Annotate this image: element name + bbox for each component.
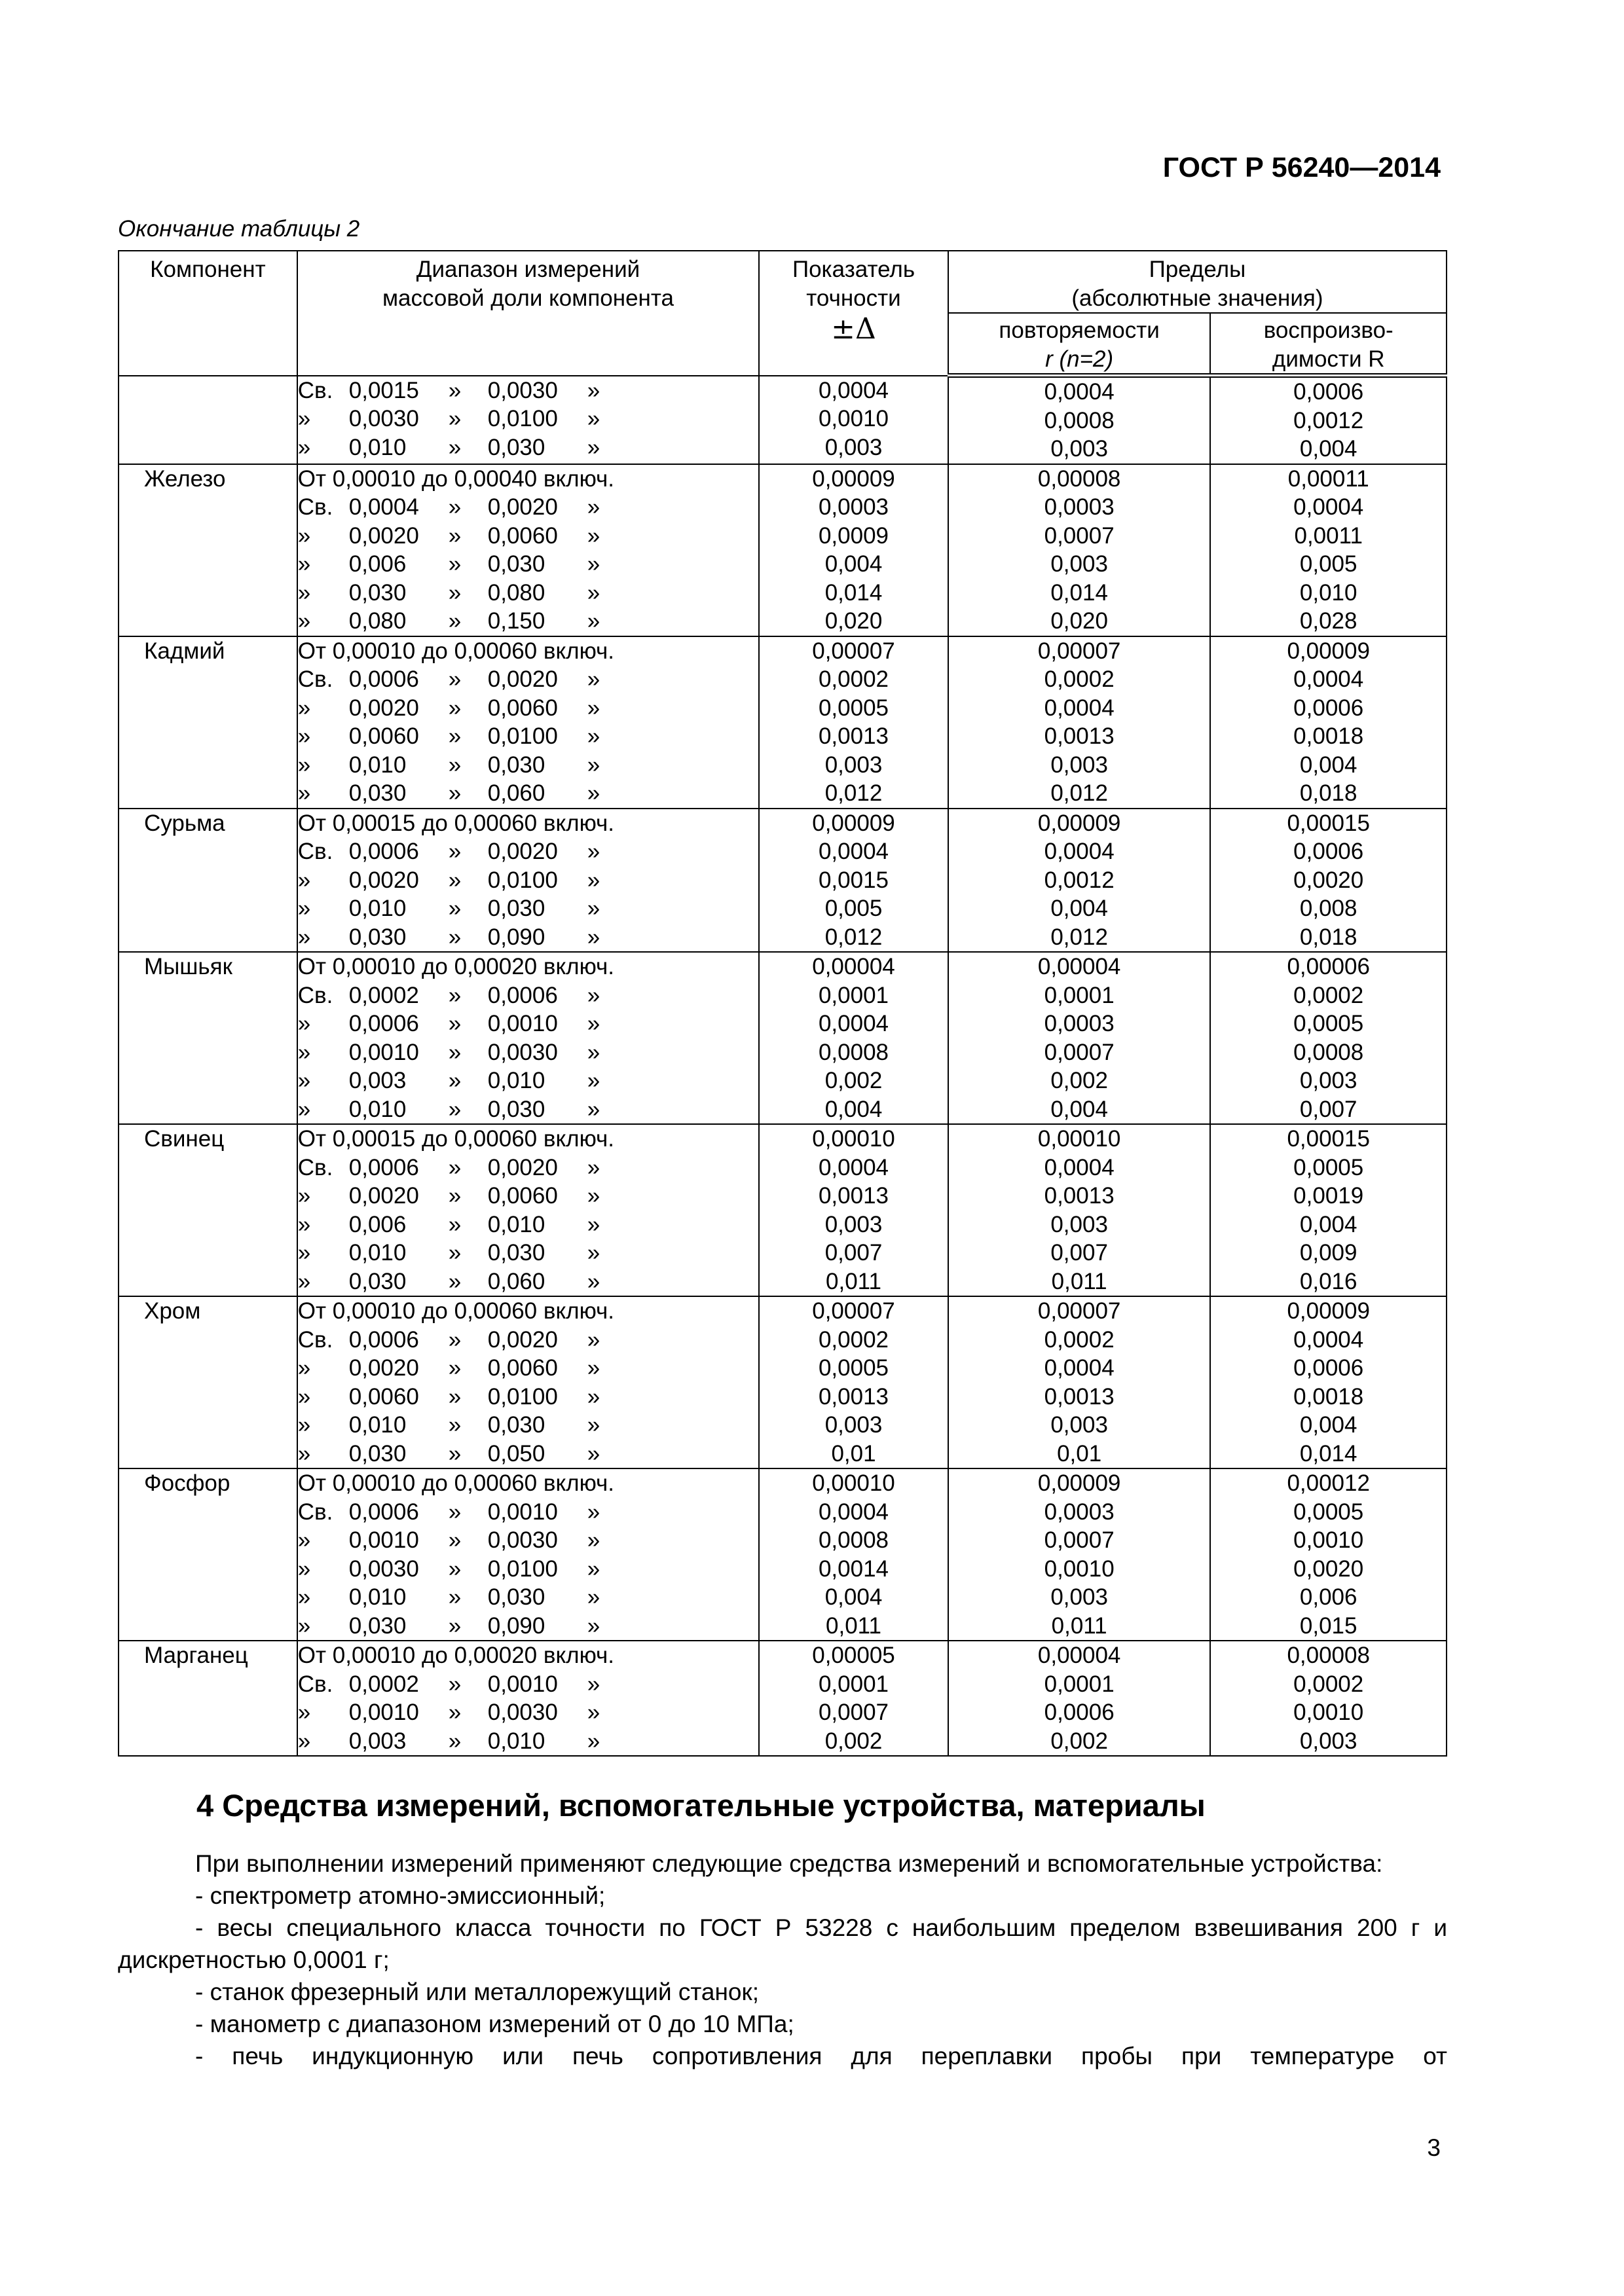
reproducibility-value: 0,0020 — [1293, 1556, 1364, 1582]
accuracy-value: 0,0008 — [818, 1039, 889, 1065]
accuracy-value: 0,0007 — [818, 1700, 889, 1725]
repeatability-value: 0,003 — [1050, 551, 1108, 577]
reproducibility-value: 0,0018 — [1293, 723, 1364, 749]
reproducibility-value-cell — [1210, 636, 1447, 809]
range-line: » 0,030 » 0,090 » — [297, 1613, 600, 1639]
accuracy-value: 0,003 — [824, 1412, 883, 1438]
repeatability-value: 0,011 — [1051, 1613, 1107, 1639]
accuracy-value: 0,011 — [826, 1613, 881, 1639]
accuracy-value: 0,004 — [824, 551, 883, 577]
measurement-table — [118, 250, 1447, 1757]
reproducibility-value: 0,0005 — [1293, 1011, 1364, 1036]
repeatability-value-cell — [948, 464, 1211, 636]
accuracy-value: 0,0002 — [818, 666, 889, 692]
component-name: Железо — [119, 464, 297, 636]
accuracy-value: 0,0001 — [818, 1671, 889, 1697]
header-reproducibility: воспроизво- димости R — [1210, 313, 1447, 376]
table-row — [119, 1468, 1447, 1641]
range-line: Св. 0,0004 » 0,0020 » — [297, 494, 600, 520]
accuracy-value-cell — [759, 1124, 948, 1296]
accuracy-value: 0,0001 — [818, 982, 889, 1008]
reproducibility-value: 0,00015 — [1287, 1126, 1370, 1152]
repeatability-value-cell — [948, 1641, 1211, 1756]
reproducibility-value: 0,00015 — [1287, 810, 1370, 836]
reproducibility-value: 0,004 — [1299, 436, 1357, 462]
reproducibility-value: 0,018 — [1299, 924, 1357, 950]
repeatability-value: 0,012 — [1050, 780, 1108, 806]
repeatability-value: 0,0004 — [1044, 1355, 1115, 1381]
repeatability-value: 0,0001 — [1044, 1671, 1115, 1697]
reproducibility-value: 0,0004 — [1293, 666, 1364, 692]
reproducibility-value: 0,015 — [1299, 1613, 1357, 1639]
accuracy-value: 0,0005 — [818, 695, 889, 721]
reproducibility-value: 0,0018 — [1293, 1383, 1364, 1410]
repeatability-value: 0,0013 — [1044, 723, 1115, 749]
repeatability-value: 0,0007 — [1044, 1527, 1115, 1553]
range-line: Св. 0,0006 » 0,0020 » — [297, 1326, 600, 1353]
accuracy-value: 0,004 — [824, 1096, 883, 1122]
reproducibility-value-cell — [1210, 1296, 1447, 1468]
section-body — [118, 1848, 1447, 2072]
range-line: » 0,0030 » 0,0100 » — [297, 406, 600, 431]
accuracy-value: 0,0013 — [818, 1383, 889, 1410]
repeatability-value: 0,0004 — [1044, 379, 1115, 405]
range-line: » 0,010 » 0,030 » — [297, 1584, 600, 1610]
reproducibility-value: 0,0019 — [1293, 1183, 1364, 1209]
reproducibility-value: 0,028 — [1299, 608, 1357, 634]
section-title: 4 Средства измерений, вспомогательные устройства, материалы — [196, 1788, 1206, 1823]
header-repeatability: повторяемости r (n=2) — [948, 313, 1211, 376]
repeatability-value: 0,00008 — [1037, 465, 1121, 492]
accuracy-value: 0,0004 — [818, 1499, 889, 1525]
range-line: » 0,030 » 0,050 » — [297, 1440, 600, 1467]
accuracy-value: 0,020 — [824, 608, 883, 634]
repeatability-value: 0,0004 — [1044, 839, 1115, 864]
accuracy-value: 0,00005 — [812, 1643, 895, 1668]
reproducibility-value: 0,004 — [1299, 1412, 1357, 1438]
range-line: » 0,0060 » 0,0100 » — [297, 1383, 600, 1410]
range-line: От 0,00010 до 0,00060 включ. — [297, 1298, 615, 1324]
repeatability-value: 0,014 — [1050, 579, 1108, 606]
reproducibility-value: 0,008 — [1299, 896, 1357, 921]
reproducibility-value: 0,0010 — [1293, 1700, 1364, 1725]
range-line: От 0,00010 до 0,00040 включ. — [297, 465, 615, 492]
repeatability-value: 0,003 — [1050, 1584, 1108, 1610]
list-item: - станок фрезерный или металлорежущий станок; — [195, 1978, 759, 2005]
range-line: » 0,003 » 0,010 » — [297, 1068, 600, 1093]
reproducibility-value: 0,00009 — [1287, 638, 1370, 664]
accuracy-value-cell — [759, 952, 948, 1124]
component-name: Кадмий — [119, 636, 297, 809]
range-line: » 0,0020 » 0,0060 » — [297, 522, 600, 549]
range-line: » 0,030 » 0,060 » — [297, 1268, 600, 1294]
accuracy-value: 0,00009 — [812, 810, 895, 836]
accuracy-value: 0,0004 — [818, 1011, 889, 1036]
accuracy-value: 0,0013 — [818, 723, 889, 749]
repeatability-value-cell — [948, 636, 1211, 809]
range-cell — [297, 809, 759, 953]
accuracy-value: 0,0014 — [818, 1556, 889, 1582]
reproducibility-value: 0,016 — [1299, 1268, 1357, 1294]
reproducibility-value-cell — [1210, 952, 1447, 1124]
repeatability-value: 0,011 — [1051, 1268, 1107, 1294]
repeatability-value-cell — [948, 952, 1211, 1124]
accuracy-value: 0,003 — [824, 1211, 883, 1237]
list-item: - спектрометр атомно-эмиссионный; — [195, 1882, 606, 1909]
repeatability-value: 0,020 — [1050, 608, 1108, 634]
accuracy-value-cell — [759, 1468, 948, 1641]
repeatability-value: 0,0001 — [1044, 982, 1115, 1008]
accuracy-value: 0,003 — [824, 752, 883, 778]
reproducibility-value: 0,0011 — [1294, 522, 1363, 549]
accuracy-value: 0,002 — [824, 1068, 883, 1093]
accuracy-value: 0,011 — [826, 1268, 881, 1294]
range-line: » 0,010 » 0,030 » — [297, 1412, 600, 1438]
accuracy-value-cell — [759, 1296, 948, 1468]
range-line: » 0,006 » 0,010 » — [297, 1211, 600, 1237]
accuracy-value: 0,002 — [824, 1728, 883, 1754]
reproducibility-value: 0,0004 — [1293, 1326, 1364, 1353]
accuracy-value: 0,00004 — [812, 954, 895, 979]
range-line: » 0,0010 » 0,0030 » — [297, 1527, 600, 1553]
component-name: Хром — [119, 1296, 297, 1468]
range-line: » 0,010 » 0,030 » — [297, 434, 600, 460]
range-line: От 0,00010 до 0,00020 включ. — [297, 1643, 615, 1668]
range-line: От 0,00010 до 0,00020 включ. — [297, 954, 615, 979]
reproducibility-value: 0,0005 — [1293, 1154, 1364, 1180]
range-line: » 0,006 » 0,030 » — [297, 551, 600, 577]
accuracy-value: 0,012 — [824, 780, 883, 806]
component-name — [119, 376, 297, 464]
reproducibility-value: 0,003 — [1299, 1068, 1357, 1093]
section-intro: При выполнении измерений применяют следующие средства измерений и вспомогательные устройства: — [195, 1850, 1383, 1877]
range-line: Св. 0,0006 » 0,0020 » — [297, 666, 600, 692]
list-item: - манометр с диапазоном измерений от 0 до 10 МПа; — [195, 2011, 794, 2037]
range-line: Св. 0,0015 » 0,0030 » — [297, 377, 600, 403]
reproducibility-value: 0,00006 — [1287, 954, 1370, 979]
repeatability-value: 0,0003 — [1044, 1499, 1115, 1525]
repeatability-value: 0,01 — [1057, 1440, 1102, 1467]
header-component: Компонент — [119, 251, 297, 376]
table-row — [119, 952, 1447, 1124]
repeatability-value: 0,00007 — [1037, 638, 1121, 664]
accuracy-value: 0,014 — [824, 579, 883, 606]
reproducibility-value: 0,004 — [1299, 1211, 1357, 1237]
accuracy-value-cell — [759, 636, 948, 809]
repeatability-value: 0,00010 — [1037, 1126, 1121, 1152]
accuracy-value: 0,0002 — [818, 1326, 889, 1353]
repeatability-value: 0,00004 — [1037, 1643, 1121, 1668]
repeatability-value: 0,004 — [1050, 896, 1108, 921]
range-line: От 0,00015 до 0,00060 включ. — [297, 810, 615, 836]
range-line: » 0,0020 » 0,0100 » — [297, 867, 600, 893]
reproducibility-value: 0,018 — [1299, 780, 1357, 806]
range-line: » 0,010 » 0,030 » — [297, 1096, 600, 1122]
repeatability-value: 0,0012 — [1044, 867, 1115, 893]
accuracy-value: 0,0003 — [818, 494, 889, 520]
repeatability-value: 0,0013 — [1044, 1383, 1115, 1410]
repeatability-value: 0,002 — [1050, 1068, 1108, 1093]
reproducibility-value-cell — [1210, 376, 1447, 464]
range-line: » 0,080 » 0,150 » — [297, 608, 600, 634]
accuracy-value: 0,004 — [824, 1584, 883, 1610]
accuracy-value: 0,0009 — [818, 522, 889, 549]
range-line: Св. 0,0006 » 0,0020 » — [297, 839, 600, 864]
reproducibility-value-cell — [1210, 1124, 1447, 1296]
component-name: Сурьма — [119, 809, 297, 953]
range-line: » 0,0020 » 0,0060 » — [297, 1183, 600, 1209]
accuracy-value: 0,0005 — [818, 1355, 889, 1381]
repeatability-value-cell — [948, 1124, 1211, 1296]
accuracy-value: 0,0010 — [818, 406, 889, 431]
table-row — [119, 1641, 1447, 1756]
list-item: - печь индукционную или печь сопротивления для переплавки пробы при температуре от — [195, 2043, 1447, 2069]
accuracy-value: 0,00010 — [812, 1470, 895, 1496]
reproducibility-value: 0,004 — [1299, 752, 1357, 778]
range-line: Св. 0,0002 » 0,0006 » — [297, 982, 600, 1008]
range-line: » 0,0060 » 0,0100 » — [297, 723, 600, 749]
repeatability-value: 0,0007 — [1044, 1039, 1115, 1065]
accuracy-value: 0,0004 — [818, 377, 889, 403]
table-row — [119, 1124, 1447, 1296]
range-line: Св. 0,0006 » 0,0010 » — [297, 1499, 600, 1525]
range-line: » 0,0006 » 0,0010 » — [297, 1011, 600, 1036]
repeatability-value: 0,002 — [1050, 1728, 1108, 1754]
accuracy-value: 0,0013 — [818, 1183, 889, 1209]
accuracy-value: 0,00009 — [812, 465, 895, 492]
repeatability-value: 0,0003 — [1044, 1011, 1115, 1036]
range-line: » 0,0010 » 0,0030 » — [297, 1039, 600, 1065]
reproducibility-value: 0,0002 — [1293, 1671, 1364, 1697]
range-line: Св. 0,0002 » 0,0010 » — [297, 1671, 600, 1697]
reproducibility-value-cell — [1210, 464, 1447, 636]
accuracy-value: 0,007 — [824, 1240, 883, 1266]
range-cell — [297, 376, 759, 464]
repeatability-value: 0,003 — [1050, 752, 1108, 778]
reproducibility-value: 0,009 — [1299, 1240, 1357, 1266]
range-cell — [297, 636, 759, 809]
reproducibility-value: 0,005 — [1299, 551, 1357, 577]
reproducibility-value: 0,0006 — [1293, 379, 1364, 405]
reproducibility-value-cell — [1210, 1641, 1447, 1756]
accuracy-value: 0,005 — [824, 896, 883, 921]
reproducibility-value: 0,00011 — [1287, 465, 1369, 492]
range-line: » 0,010 » 0,030 » — [297, 752, 600, 778]
accuracy-value: 0,0008 — [818, 1527, 889, 1553]
document-id: ГОСТ Р 56240—2014 — [1162, 152, 1441, 183]
accuracy-value: 0,0015 — [818, 867, 889, 893]
range-line: Св. 0,0006 » 0,0020 » — [297, 1154, 600, 1180]
accuracy-value: 0,0004 — [818, 839, 889, 864]
repeatability-value: 0,003 — [1050, 1412, 1108, 1438]
accuracy-value: 0,01 — [831, 1440, 876, 1467]
table-body — [119, 376, 1447, 1757]
list-item: - весы специального класса точности по ГОСТ Р 53228 с наибольшим пределом взвешивания 200 г и дискретностью 0,0001 г; — [118, 1914, 1447, 1973]
reproducibility-value: 0,0006 — [1293, 1355, 1364, 1381]
reproducibility-value: 0,0008 — [1293, 1039, 1364, 1065]
repeatability-value: 0,00007 — [1037, 1298, 1121, 1324]
component-name: Свинец — [119, 1124, 297, 1296]
repeatability-value: 0,0003 — [1044, 494, 1115, 520]
range-cell — [297, 952, 759, 1124]
reproducibility-value: 0,0002 — [1293, 982, 1364, 1008]
range-line: » 0,0020 » 0,0060 » — [297, 695, 600, 721]
table-row — [119, 464, 1447, 636]
accuracy-value: 0,0004 — [818, 1154, 889, 1180]
header-range: Диапазон измерений массовой доли компонента — [297, 251, 759, 376]
repeatability-value: 0,003 — [1050, 436, 1108, 462]
reproducibility-value: 0,00008 — [1287, 1643, 1370, 1668]
reproducibility-value: 0,0020 — [1293, 867, 1364, 893]
range-cell — [297, 1296, 759, 1468]
repeatability-value: 0,00004 — [1037, 954, 1121, 979]
range-cell — [297, 464, 759, 636]
reproducibility-value: 0,003 — [1299, 1728, 1357, 1754]
reproducibility-value: 0,0004 — [1293, 494, 1364, 520]
plus-minus-delta-symbol: ±Δ — [831, 312, 876, 346]
reproducibility-value: 0,0012 — [1293, 407, 1364, 433]
repeatability-value: 0,0002 — [1044, 666, 1115, 692]
reproducibility-value: 0,010 — [1299, 579, 1357, 606]
reproducibility-value: 0,00009 — [1287, 1298, 1370, 1324]
range-line: » 0,030 » 0,060 » — [297, 780, 600, 806]
range-line: » 0,010 » 0,030 » — [297, 896, 600, 921]
reproducibility-value: 0,0006 — [1293, 695, 1364, 721]
repeatability-value: 0,00009 — [1037, 1470, 1121, 1496]
repeatability-value: 0,0004 — [1044, 695, 1115, 721]
repeatability-value: 0,00009 — [1037, 810, 1121, 836]
component-name: Марганец — [119, 1641, 297, 1756]
repeatability-value: 0,0007 — [1044, 522, 1115, 549]
component-name: Мышьяк — [119, 952, 297, 1124]
repeatability-value-cell — [948, 1468, 1211, 1641]
table-row — [119, 1296, 1447, 1468]
range-line: » 0,030 » 0,080 » — [297, 579, 600, 606]
accuracy-value: 0,00007 — [812, 638, 895, 664]
page-number: 3 — [1427, 2134, 1441, 2161]
repeatability-value: 0,0006 — [1044, 1700, 1115, 1725]
repeatability-value: 0,004 — [1050, 1096, 1108, 1122]
reproducibility-value: 0,0005 — [1293, 1499, 1364, 1525]
range-line: От 0,00015 до 0,00060 включ. — [297, 1126, 615, 1152]
repeatability-value: 0,003 — [1050, 1211, 1108, 1237]
accuracy-value: 0,00010 — [812, 1126, 895, 1152]
range-line: » 0,030 » 0,090 » — [297, 924, 600, 950]
repeatability-value: 0,0010 — [1044, 1556, 1115, 1582]
reproducibility-value-cell — [1210, 1468, 1447, 1641]
repeatability-value: 0,0013 — [1044, 1183, 1115, 1209]
accuracy-value: 0,00007 — [812, 1298, 895, 1324]
table-row — [119, 809, 1447, 953]
reproducibility-value: 0,00012 — [1287, 1470, 1370, 1496]
repeatability-value: 0,0008 — [1044, 407, 1115, 433]
repeatability-value: 0,0004 — [1044, 1154, 1115, 1180]
header-accuracy: Показатель точности ±Δ — [759, 251, 948, 376]
component-name: Фосфор — [119, 1468, 297, 1641]
reproducibility-value-cell — [1210, 809, 1447, 953]
range-cell — [297, 1468, 759, 1641]
accuracy-value: 0,012 — [824, 924, 883, 950]
header-limits: Пределы (абсолютные значения) — [948, 251, 1447, 313]
range-line: » 0,010 » 0,030 » — [297, 1240, 600, 1266]
accuracy-value-cell — [759, 1641, 948, 1756]
range-line: » 0,0030 » 0,0100 » — [297, 1556, 600, 1582]
reproducibility-value: 0,007 — [1299, 1096, 1357, 1122]
range-line: » 0,0020 » 0,0060 » — [297, 1355, 600, 1381]
repeatability-value: 0,007 — [1050, 1240, 1108, 1266]
range-cell — [297, 1124, 759, 1296]
accuracy-value-cell — [759, 376, 948, 464]
accuracy-value: 0,003 — [824, 434, 883, 460]
reproducibility-value: 0,0010 — [1293, 1527, 1364, 1553]
range-cell — [297, 1641, 759, 1756]
reproducibility-value: 0,006 — [1299, 1584, 1357, 1610]
reproducibility-value: 0,014 — [1299, 1440, 1357, 1467]
table-row — [119, 376, 1447, 464]
repeatability-value-cell — [948, 1296, 1211, 1468]
repeatability-value: 0,0002 — [1044, 1326, 1115, 1353]
range-line: От 0,00010 до 0,00060 включ. — [297, 1470, 615, 1496]
accuracy-value-cell — [759, 464, 948, 636]
reproducibility-value: 0,0006 — [1293, 839, 1364, 864]
repeatability-value-cell — [948, 809, 1211, 953]
repeatability-value: 0,012 — [1050, 924, 1108, 950]
repeatability-value-cell — [948, 376, 1211, 464]
table-caption: Окончание таблицы 2 — [118, 216, 360, 242]
table-row — [119, 636, 1447, 809]
range-line: » 0,0010 » 0,0030 » — [297, 1700, 600, 1725]
range-line: » 0,003 » 0,010 » — [297, 1728, 600, 1754]
accuracy-value-cell — [759, 809, 948, 953]
range-line: От 0,00010 до 0,00060 включ. — [297, 638, 615, 664]
